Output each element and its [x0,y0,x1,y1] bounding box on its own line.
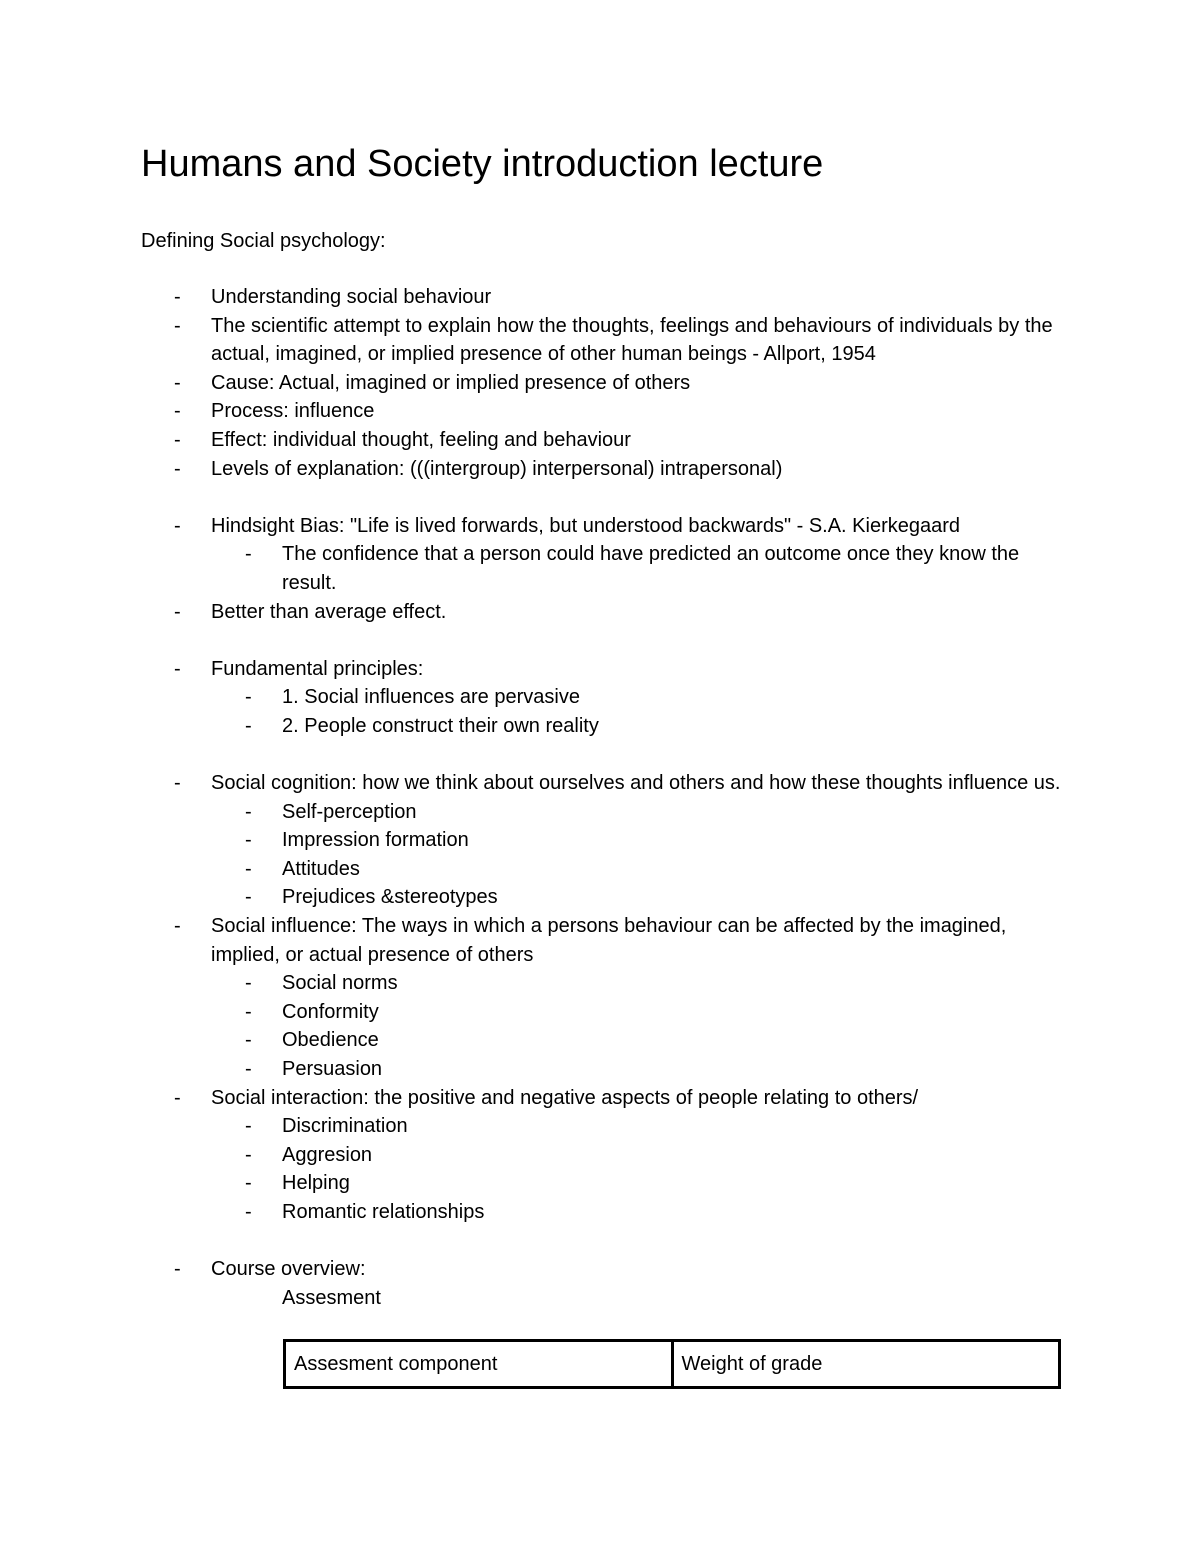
list-item-text: Social interaction: the positive and negative aspects of people relating to others/ [211,1086,919,1109]
bullet-dash: - [174,457,181,480]
bullet-dash: - [245,1172,252,1195]
sub-list-item [0,969,1200,998]
bullet-dash: - [174,314,181,337]
bullet-dash: - [174,772,181,795]
blank-line [0,1227,1200,1256]
list-item-text: Understanding social behaviour [211,286,492,308]
list-item [0,512,1200,541]
sub-list-item [0,1026,1200,1055]
list-item [0,312,1200,369]
list-item-text: 2. People construct their own reality [282,714,599,737]
list-item-text: Cause: Actual, imagined or implied presence of others [211,371,691,394]
sub-list-item [0,883,1200,912]
list-item-text: Hindsight Bias: "Life is lived forwards, but understood backwards" - S.A. Kierkegaard [211,514,961,537]
bullet-dash: - [174,400,181,423]
page-title: Humans and Society introduction lecture [141,143,824,185]
list-item [0,1084,1200,1113]
sub-list-item [0,712,1200,741]
blank-line [0,741,1200,770]
bullet-dash: - [174,1258,181,1281]
list-item-text: The scientific attempt to explain how the thoughts, feelings and behaviours of individuals by the actual, imagined, or implied presence of other human beings - Allport, 1954 [211,314,1053,366]
sub-list-item [0,998,1200,1027]
list-item-text: Obedience [282,1029,379,1052]
list-item [0,426,1200,455]
bullet-dash: - [174,514,181,537]
bullet-dash: - [245,714,252,737]
bullet-dash: - [174,286,181,308]
bullet-dash: - [174,600,181,623]
list-item-text: Self-perception [282,800,417,823]
list-item [0,283,1200,312]
sub-list-item [0,826,1200,855]
assessment-heading: Assesment [282,1286,381,1309]
table-header-row [285,1341,1060,1388]
list-item-text: Discrimination [282,1115,408,1138]
bullet-dash: - [245,800,252,823]
bullet-dash: - [245,1115,252,1138]
list-item-text: Conformity [282,1000,379,1023]
sub-list-item [0,540,1200,597]
list-item-text: Helping [282,1172,350,1195]
table-header-cell: Assesment component [285,1341,673,1388]
bullet-dash: - [245,972,252,995]
bullet-dash: - [245,1143,252,1166]
bullet-dash: - [174,1086,181,1109]
list-item-text: Persuasion [282,1058,383,1081]
list-item-text: Impression formation [282,829,469,852]
sub-list-item [0,1169,1200,1198]
list-item-text: Effect: individual thought, feeling and behaviour [211,428,631,451]
bullet-dash: - [174,915,181,938]
list-item [0,397,1200,426]
bullet-dash: - [245,1201,252,1223]
list-item [0,769,1200,798]
bullet-dash: - [174,428,181,451]
bullet-dash: - [245,857,252,880]
sub-list-item [0,683,1200,712]
bullet-dash: - [174,371,181,394]
list-item-text: The confidence that a person could have predicted an outcome once they know the result. [282,543,1020,594]
sub-list-item [0,1112,1200,1141]
list-item [0,598,1200,627]
list-item-text: Romantic relationships [282,1201,485,1223]
blank-line [0,626,1200,655]
list-item-text: Better than average effect. [211,600,447,623]
bullet-dash: - [245,829,252,852]
list-item-text: Prejudices &stereotypes [282,886,498,909]
list-item [0,912,1200,969]
blank-line [0,483,1200,512]
list-item-text: Process: influence [211,400,375,423]
list-item-text: Social cognition: how we think about ourselves and others and how these thoughts influence us. [211,772,1061,795]
list-item-text: Attitudes [282,857,360,880]
sub-list-item [0,798,1200,827]
section-heading: Defining Social psychology: [141,230,386,252]
list-item-text: Social influence: The ways in which a persons behaviour can be affected by the imagined, implied, or actual presence of others [211,915,1007,966]
sub-list-item [0,855,1200,884]
bullet-dash: - [245,886,252,909]
sub-list-item [0,1198,1200,1227]
assessment-table [283,1339,1061,1389]
list-item [0,655,1200,684]
list-item-text: Social norms [282,972,398,995]
bullet-dash: - [245,686,252,709]
sub-list-item [0,1141,1200,1170]
list-item-text: Levels of explanation: (((intergroup) interpersonal) intrapersonal) [211,457,783,480]
bullet-dash: - [245,543,252,566]
list-item-text: Fundamental principles: [211,657,424,680]
sub-list-item [0,1055,1200,1084]
bullet-list [0,283,1200,1312]
table-header-cell: Weight of grade [672,1341,1060,1388]
bullet-dash: - [174,657,181,680]
list-item-text: Course overview: [211,1258,366,1281]
list-item [0,369,1200,398]
bullet-dash: - [245,1058,252,1081]
list-item [0,1255,1200,1284]
bullet-dash: - [245,1000,252,1023]
list-item-text: Aggresion [282,1143,373,1166]
bullet-dash: - [245,1029,252,1052]
list-item-text: 1. Social influences are pervasive [282,686,580,709]
list-item [0,455,1200,484]
